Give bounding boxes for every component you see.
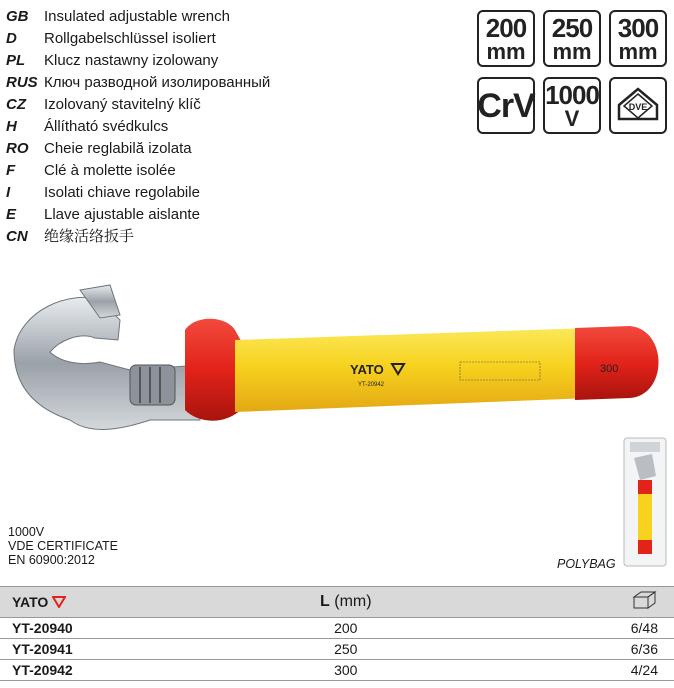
lang-text: 绝缘活络扳手 [44,228,135,245]
table-header [0,586,674,618]
voltage-badge [543,77,601,134]
row-length: 200 [334,620,358,636]
lang-text: Insulated adjustable wrench [44,8,230,25]
table-row [0,660,674,681]
lang-code: GB [6,8,29,25]
lang-row-cz [6,94,270,116]
lang-row-h [6,116,270,138]
badge-unit: mm [552,38,592,64]
lang-text: Cheie reglabilă izolata [44,140,192,157]
row-length: 300 [334,662,358,678]
badge-number: 200 [485,12,527,43]
material-badge [477,77,535,134]
brand-logo-text: YATO [12,594,49,610]
row-length: 250 [334,641,358,657]
cert-title: VDE CERTIFICATE [8,539,118,553]
lang-code: E [6,206,17,223]
lang-text: Clé à molette isolée [44,162,176,179]
size-badge-300 [609,10,667,67]
lang-row-cn [6,226,270,248]
badge-number: 1000 [545,79,599,110]
size-badge-250 [543,10,601,67]
lang-text: Llave ajustable aislante [44,206,200,223]
lang-row-f [6,160,270,182]
length-label: L [320,593,330,610]
header-length [169,593,522,611]
yato-logo-icon [52,596,66,608]
lang-code: PL [6,52,26,69]
badge-number: 250 [551,12,593,43]
handle-model-print: YT-20942 [358,382,385,388]
row-code: YT-20940 [12,620,73,636]
lang-row-ro [6,138,270,160]
packaging-label: POLYBAG [557,557,616,571]
lang-text: Ключ разводной изолированный [44,74,271,91]
wrench-image [0,270,674,470]
lang-row-d [6,28,270,50]
language-list [6,6,270,248]
header-pack [523,591,674,614]
lang-code: RUS [6,74,38,91]
vde-mark-icon [615,85,661,127]
length-unit: (mm) [334,593,372,610]
lang-row-gb [6,6,270,28]
lang-code: H [6,118,17,135]
size-badge-200 [477,10,535,67]
row-code: YT-20942 [12,662,73,678]
polybag-thumbnail [622,436,668,568]
box-icon [632,591,658,609]
cert-standard: EN 60900:2012 [8,553,95,567]
handle-brand-print: YATO [350,362,384,377]
lang-row-rus [6,72,270,94]
lang-code: F [6,162,16,179]
badge-unit: mm [486,38,526,64]
badge-unit: mm [618,38,658,64]
row-pack: 6/36 [630,641,658,657]
material-label: CrV [477,86,535,125]
lang-code: I [6,184,11,201]
cert-voltage: 1000V [8,525,45,539]
table-row [0,639,674,660]
product-table [0,586,674,681]
lang-code: RO [6,140,29,157]
lang-code: CZ [6,96,26,113]
badge-unit: V [564,105,580,131]
lang-text: Rollgabelschlüssel isoliert [44,30,216,47]
lang-row-e [6,204,270,226]
badge-number: 300 [617,12,659,43]
row-code: YT-20941 [12,641,73,657]
table-row [0,618,674,639]
lang-text: Klucz nastawny izolowany [44,52,219,69]
certificate-info [8,525,118,567]
lang-text: Állítható svédkulcs [44,118,169,135]
lang-text: Isolati chiave regolabile [44,184,200,201]
row-pack: 6/48 [630,620,658,636]
lang-code: D [6,30,17,47]
handle-size-print: 300 [600,363,619,375]
header-brand [0,594,169,610]
lang-code: CN [6,228,28,245]
svg-text:DVE: DVE [628,101,648,112]
lang-row-i [6,182,270,204]
row-pack: 4/24 [630,662,658,678]
lang-row-pl [6,50,270,72]
vde-badge [609,77,667,134]
lang-text: Izolovaný stavitelný klíč [44,96,201,113]
